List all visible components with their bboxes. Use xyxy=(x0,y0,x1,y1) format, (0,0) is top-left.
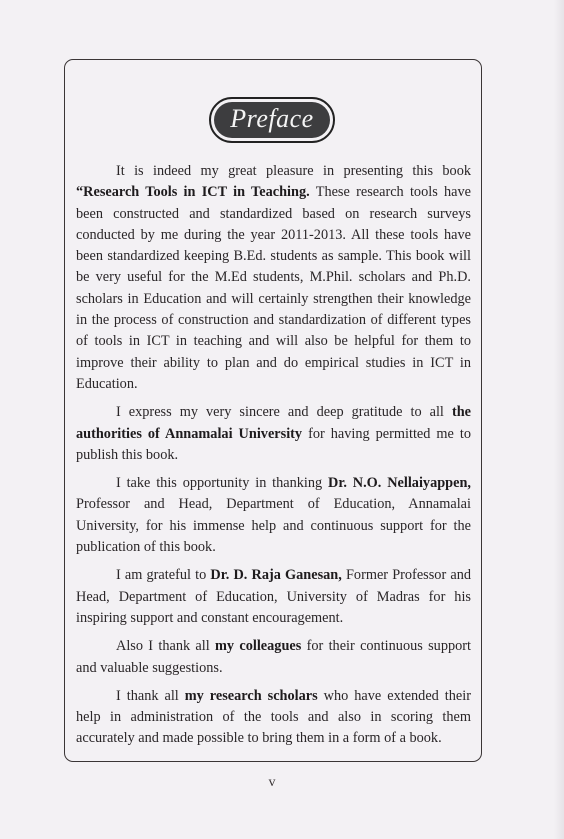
paragraph xyxy=(76,565,471,629)
preface-body xyxy=(76,161,471,757)
text-run: for their continuous support and valuable suggestions. xyxy=(76,638,471,676)
paragraph xyxy=(76,473,471,558)
page-title: Preface xyxy=(230,104,314,133)
text-run: I take this opportunity in thanking xyxy=(116,475,329,492)
text-run: It is indeed my great pleasure in presenting this book xyxy=(116,163,471,179)
bold-text: Dr. N.O. Nellaiyappen, xyxy=(328,475,472,492)
text-run: Also I thank all xyxy=(116,638,216,655)
bold-text: my research scholars xyxy=(184,687,318,704)
title-badge-fill xyxy=(214,102,330,138)
paragraph xyxy=(76,402,471,466)
paragraph xyxy=(76,636,471,679)
text-run: Former Professor and Head, Department of Education, University of Madras for his inspiring support and constant encouragement. xyxy=(76,567,471,626)
text-run: for having permitted me to publish this book. xyxy=(76,425,471,463)
page-edge xyxy=(554,0,564,839)
bold-text: the authorities of Annamalai University xyxy=(76,404,471,442)
text-run: Professor and Head, Department of Education, Annamalai University, for his immense help and continuous support for the publication of this book. xyxy=(76,496,471,556)
text-run: These research tools have been constructed and standardized based on research surveys conducted by me during the year 2011-2013. All these tools have been standardized keeping B.Ed. students as sample. This book will be very useful for the M.Ed students, M.Phil. scholars and Ph.D. scholars in Education and will certainly strengthen their knowledge in the process of construction and standardization of different types of tools in ICT in teaching and will also be helpful for them to improve their ability to plan and do empirical studies in ICT in Education. xyxy=(76,184,471,392)
text-run: I am grateful to xyxy=(116,567,211,584)
page-number: v xyxy=(268,775,276,790)
text-run: I thank all xyxy=(116,687,185,704)
bold-text: “Research Tools in ICT in Teaching. xyxy=(76,184,310,201)
title-badge xyxy=(209,97,335,143)
text-run: who have extended their help in administration of the tools and also in scoring them accurately and made possible to bring them in a form of a book. xyxy=(76,687,472,747)
paragraph xyxy=(76,161,471,395)
bold-text: Dr. D. Raja Ganesan, xyxy=(210,567,342,584)
paragraph xyxy=(76,686,471,750)
text-run: I express my very sincere and deep gratitude to all xyxy=(116,404,452,421)
bold-text: my colleagues xyxy=(215,638,302,655)
